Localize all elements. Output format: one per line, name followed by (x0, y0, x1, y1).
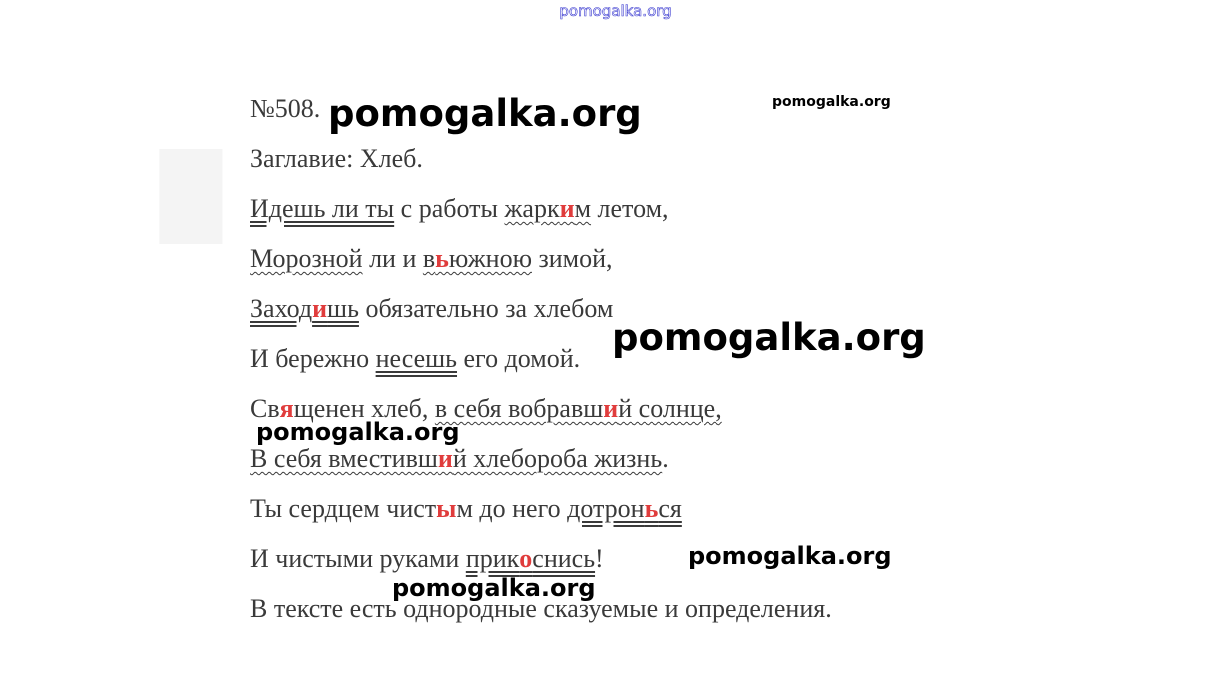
predicate: прикоснись (465, 544, 596, 573)
watermark: pomogalka.org (256, 418, 460, 446)
text: И чистыми руками (250, 544, 466, 573)
poem-line-6 (250, 444, 669, 474)
title-line (250, 144, 423, 174)
watermark: pomogalka.org (772, 94, 891, 110)
participle-phrase: в себя вобравший солнце, (434, 394, 722, 423)
predicate: несешь (375, 344, 458, 373)
text: с работы (394, 194, 505, 223)
exercise-number: №508. (250, 94, 321, 123)
participle-phrase: В себя вместивший хлебороба жизнь (250, 444, 663, 473)
poem-line-3 (250, 294, 613, 324)
text: зимой, (532, 244, 613, 273)
header-watermark: pomogalka.org (559, 2, 672, 20)
text: Ты сердцем чистым до него (250, 494, 568, 523)
predicate: Заходишь (250, 294, 359, 323)
attribute: жарким (504, 194, 592, 223)
attribute: Морозной (250, 244, 363, 273)
text: его домой. (457, 344, 581, 373)
poem-line-2 (250, 244, 613, 274)
predicate: дотронься (567, 494, 682, 523)
watermark: pomogalka.org (688, 542, 892, 570)
conclusion-text: В тексте есть однородные сказуемые и определения. (250, 594, 832, 623)
title-text: Заглавие: Хлеб. (250, 144, 423, 173)
subject-predicate: Идешь ли ты (250, 194, 395, 223)
exercise-number-line (250, 94, 320, 124)
poem-line-4 (250, 344, 580, 374)
text: . (662, 444, 669, 473)
watermark: pomogalka.org (612, 316, 926, 359)
attribute: вьюжною (422, 244, 532, 273)
poem-line-7 (250, 494, 682, 524)
text: И бережно (250, 344, 376, 373)
poem-line-1 (250, 194, 669, 224)
text: летом, (591, 194, 669, 223)
text: ! (595, 544, 604, 573)
text: ли и (362, 244, 423, 273)
poem-line-8 (250, 544, 604, 574)
watermark: pomogalka.org (328, 92, 642, 135)
background-ghost-mark: █ (160, 150, 226, 243)
text: Священен хлеб, (250, 394, 435, 423)
watermark: pomogalka.org (392, 574, 596, 602)
text: обязательно за хлебом (358, 294, 614, 323)
